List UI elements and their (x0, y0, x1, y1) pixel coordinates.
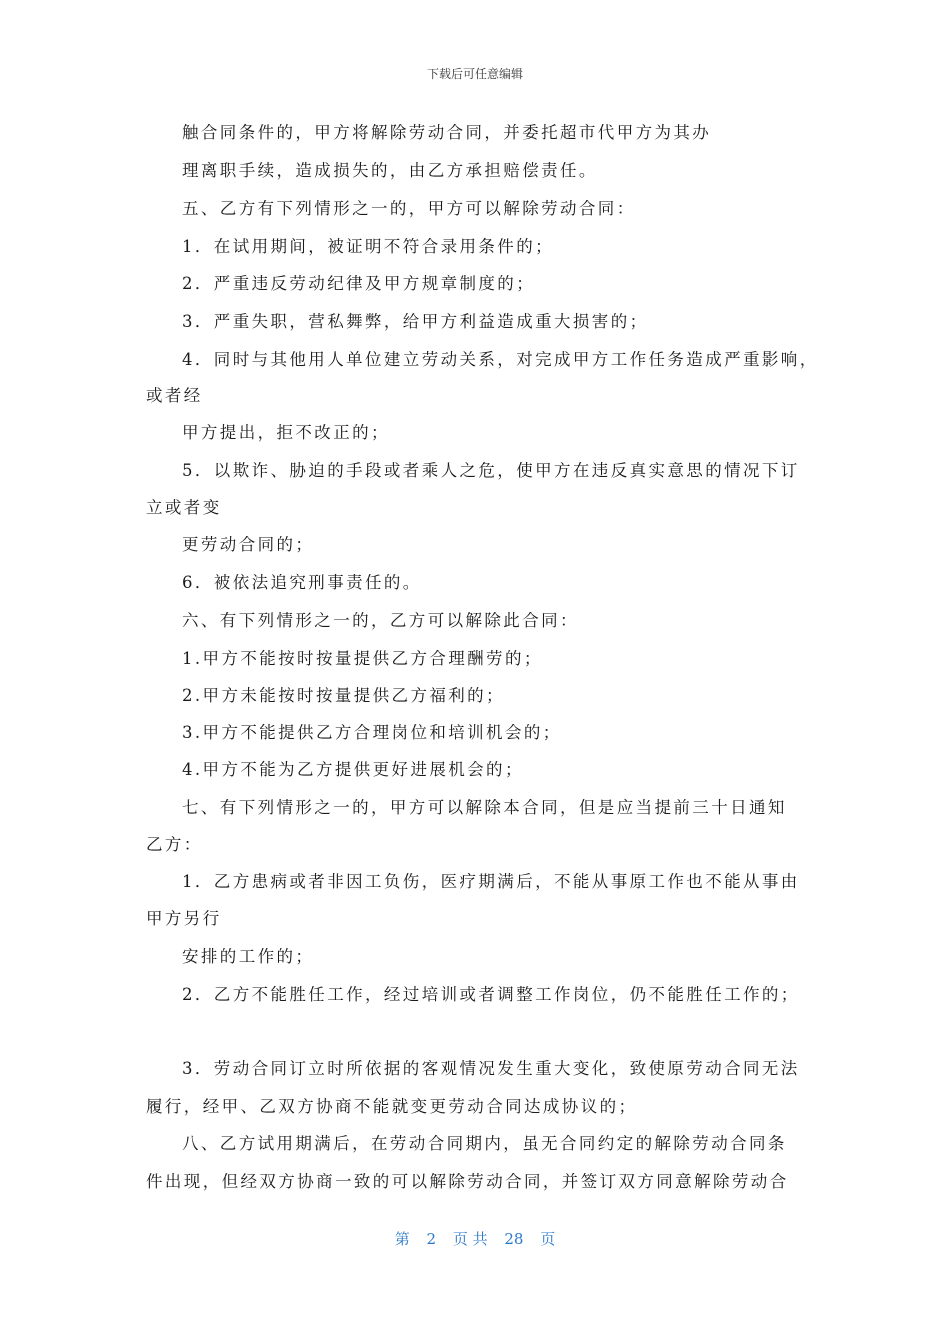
text-line: 八、乙方试用期满后，在劳动合同期内，虽无合同约定的解除劳动合同条 (182, 1134, 787, 1153)
page-footer (0, 1229, 950, 1249)
total-label: 页 共 (452, 1230, 488, 1248)
text-line: 履行，经甲、乙双方协商不能就变更劳动合同达成协议的； (146, 1097, 638, 1116)
text-line: 件出现，但经双方协商一致的可以解除劳动合同，并签订双方同意解除劳动合 (146, 1172, 789, 1191)
text-line: 乙方： (146, 835, 203, 854)
text-line: 6．被依法追究刑事责任的。 (182, 573, 422, 592)
total-pages: 28 (504, 1230, 524, 1248)
text-line: 1．在试用期间，被证明不符合录用条件的； (182, 237, 554, 256)
text-line: 理离职手续，造成损失的，由乙方承担赔偿责任。 (182, 161, 598, 180)
text-line: 2．严重违反劳动纪律及甲方规章制度的； (182, 274, 536, 293)
text-line: 七、有下列情形之一的，甲方可以解除本合同，但是应当提前三十日通知 (182, 798, 787, 817)
text-line: 5．以欺诈、胁迫的手段或者乘人之危，使甲方在违反真实意思的情况下订 (182, 461, 800, 480)
text-line: 3.甲方不能提供乙方合理岗位和培训机会的； (182, 723, 562, 742)
page-suffix: 页 (540, 1230, 556, 1248)
text-line: 3．严重失职，营私舞弊，给甲方利益造成重大损害的； (182, 312, 649, 331)
page-number: 2 (426, 1230, 437, 1248)
page-label: 第 (394, 1230, 410, 1248)
text-line: 六、有下列情形之一的，乙方可以解除此合同： (182, 611, 579, 630)
text-line: 安排的工作的； (182, 947, 315, 966)
text-line: 1．乙方患病或者非因工负伤，医疗期满后，不能从事原工作也不能从事由 (182, 872, 800, 891)
text-line: 4．同时与其他用人单位建立劳动关系，对完成甲方工作任务造成严重影响， (182, 350, 819, 369)
text-line: 2．乙方不能胜任工作，经过培训或者调整工作岗位，仍不能胜任工作的； (182, 985, 800, 1004)
text-line: 触合同条件的，甲方将解除劳动合同，并委托超市代甲方为其办 (182, 123, 712, 142)
text-line: 2.甲方未能按时按量提供乙方福利的； (182, 686, 505, 705)
text-line: 甲方提出，拒不改正的； (182, 423, 390, 442)
text-line: 立或者变 (146, 498, 222, 517)
text-line: 五、乙方有下列情形之一的，甲方可以解除劳动合同： (182, 199, 636, 218)
text-line: 4.甲方不能为乙方提供更好进展机会的； (182, 760, 524, 779)
text-line: 3．劳动合同订立时所依据的客观情况发生重大变化，致使原劳动合同无法 (182, 1059, 800, 1078)
text-line: 1.甲方不能按时按量提供乙方合理酬劳的； (182, 649, 543, 668)
text-line: 更劳动合同的； (182, 535, 315, 554)
text-line: 甲方另行 (146, 909, 222, 928)
page-header: 下载后可任意编辑 (426, 67, 523, 81)
text-line: 或者经 (146, 386, 203, 405)
